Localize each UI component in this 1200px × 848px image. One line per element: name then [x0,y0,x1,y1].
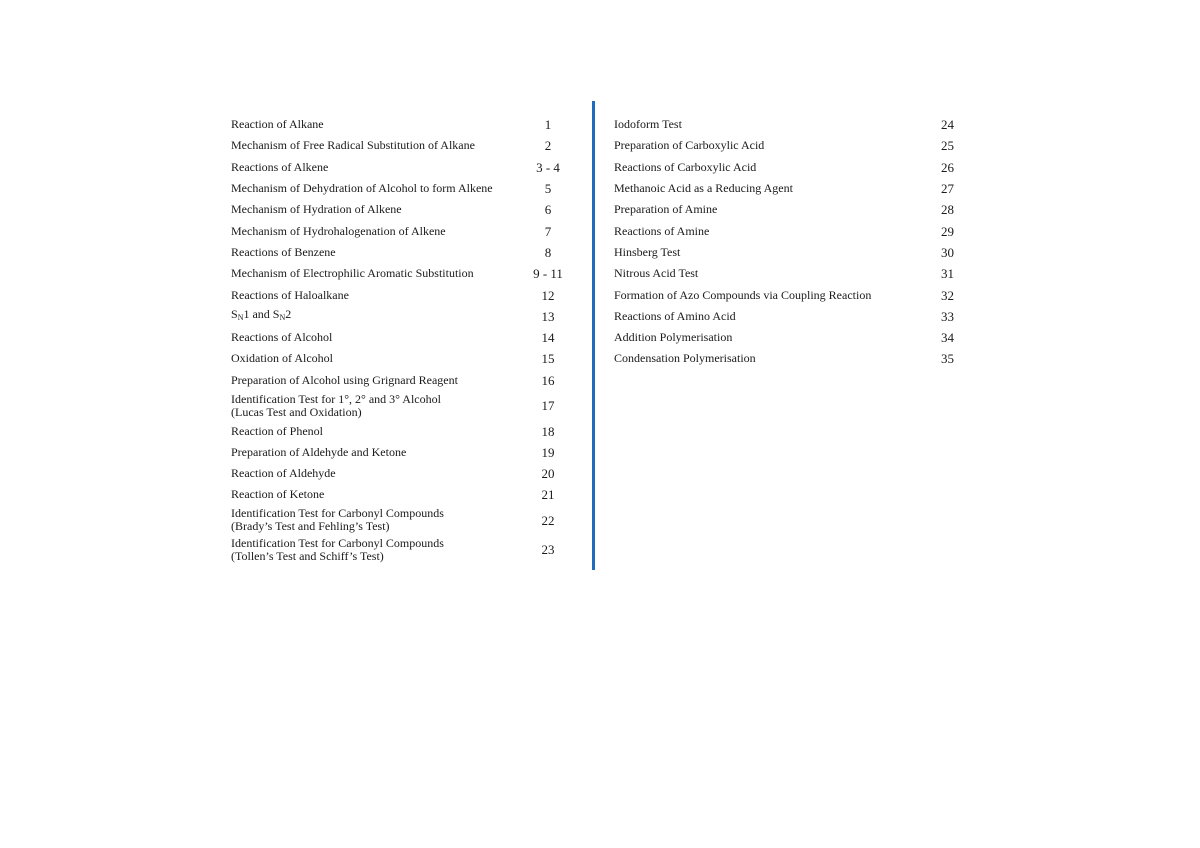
toc-entry-page: 3 - 4 [536,159,560,175]
toc-entry[interactable] [231,242,577,263]
toc-entry[interactable] [231,114,577,135]
toc-entry[interactable] [231,306,577,327]
toc-entry[interactable] [231,348,577,369]
toc-entry[interactable] [231,391,577,421]
toc-entry-title: Identification Test for Carbonyl Compounds (Brady’s Test and Fehling’s Test) [231,506,444,534]
toc-entry-page: 2 [544,138,552,154]
toc-entry[interactable] [614,114,954,135]
toc-entry[interactable] [231,420,577,441]
toc-entry-page: 22 [541,512,555,528]
toc-entry[interactable] [231,199,577,220]
toc-entry-page: 6 [544,202,552,218]
toc-entry[interactable] [614,348,954,369]
sn-letter-s: S [231,307,238,322]
toc-entry-title: Preparation of Aldehyde and Ketone [231,444,407,459]
sn-text-middle: 1 and S [243,307,280,322]
toc-entry-title: Reaction of Phenol [231,423,323,438]
toc-entry-title: Mechanism of Electrophilic Aromatic Substitution [231,266,474,281]
toc-entry[interactable] [231,220,577,241]
toc-entry-page: 28 [941,202,954,218]
toc-entry[interactable] [231,484,577,505]
toc-entry-page: 27 [941,181,954,197]
toc-entry-title: Identification Test for 1°, 2° and 3° Alcohol (Lucas Test and Oxidation) [231,391,441,419]
toc-entry-title [231,308,519,324]
table-of-contents [231,114,961,565]
sn-subscript: N [279,313,286,323]
toc-entry[interactable] [231,157,577,178]
toc-entry-page: 17 [541,398,555,414]
toc-entry-page: 32 [941,287,954,303]
toc-entry-title: Mechanism of Hydration of Alkene [231,202,402,217]
toc-entry-page: 13 [541,308,555,324]
toc-entry-title: Reactions of Alkene [231,159,329,174]
sn-subscript: N [237,313,244,323]
toc-entry[interactable] [614,199,954,220]
toc-entry[interactable] [231,463,577,484]
toc-entry[interactable] [614,242,954,263]
toc-entry-title: Condensation Polymerisation [614,351,756,366]
toc-entry-title: Addition Polymerisation [614,330,733,345]
toc-entry[interactable] [614,284,954,305]
toc-entry[interactable] [614,263,954,284]
toc-entry-page: 15 [541,351,555,367]
toc-entry-page: 18 [541,423,555,439]
toc-entry-page: 20 [541,466,555,482]
toc-entry[interactable] [231,135,577,156]
toc-entry-page: 19 [541,444,555,460]
toc-entry-page: 34 [941,330,954,346]
toc-entry-title: Reactions of Benzene [231,244,336,259]
toc-entry-title: Iodoform Test [614,117,682,132]
toc-entry[interactable] [614,135,954,156]
toc-entry[interactable] [231,284,577,305]
toc-entry-page: 35 [941,351,954,367]
toc-entry[interactable] [614,178,954,199]
toc-entry-title: Formation of Azo Compounds via Coupling Reaction [614,287,872,302]
toc-entry-page: 26 [941,159,954,175]
sn-text-end: 2 [285,307,292,322]
toc-entry-title: Reactions of Haloalkane [231,287,349,302]
toc-entry-title: Preparation of Amine [614,202,718,217]
toc-entry-page: 30 [941,244,954,260]
toc-entry[interactable] [614,220,954,241]
toc-entry[interactable] [614,306,954,327]
toc-entry-page: 33 [941,308,954,324]
toc-entry[interactable] [614,157,954,178]
toc-entry-page: 9 - 11 [533,266,563,282]
toc-entry-title: Reactions of Carboxylic Acid [614,159,757,174]
toc-entry-title: Oxidation of Alcohol [231,351,333,366]
toc-entry-title: Reaction of Ketone [231,487,325,502]
toc-entry-title: Reactions of Amine [614,223,710,238]
toc-entry-page: 12 [541,287,555,303]
toc-entry-title: Reactions of Amino Acid [614,308,736,323]
toc-entry-page: 14 [541,330,555,346]
toc-entry[interactable] [231,370,577,391]
toc-entry-title: Methanoic Acid as a Reducing Agent [614,181,793,196]
toc-entry-page: 5 [544,181,552,197]
toc-entry-title: Mechanism of Free Radical Substitution of Alkane [231,138,475,153]
toc-entry[interactable] [231,327,577,348]
toc-entry-title: Hinsberg Test [614,244,681,259]
toc-entry-page: 24 [941,117,954,133]
toc-entry-page: 1 [544,117,552,133]
toc-entry-title: Preparation of Carboxylic Acid [614,138,765,153]
toc-entry-title: Mechanism of Hydrohalogenation of Alkene [231,223,446,238]
toc-entry-title: Nitrous Acid Test [614,266,699,281]
toc-entry-page: 8 [544,244,552,260]
toc-entry[interactable] [231,535,577,565]
toc-entry-title: Identification Test for Carbonyl Compounds (Tollen’s Test and Schiff’s Test) [231,535,444,563]
toc-entry[interactable] [231,178,577,199]
toc-entry-title: Preparation of Alcohol using Grignard Reagent [231,372,458,387]
toc-entry-title: Mechanism of Dehydration of Alcohol to form Alkene [231,181,493,196]
toc-right-column [614,114,954,565]
toc-entry-title: Reaction of Alkane [231,117,324,132]
toc-left-column [231,114,577,565]
toc-entry-page: 29 [941,223,954,239]
toc-entry-title: Reaction of Aldehyde [231,466,336,481]
toc-entry-page: 31 [941,266,954,282]
toc-entry[interactable] [231,442,577,463]
toc-entry-page: 25 [941,138,954,154]
toc-entry-page: 23 [541,542,555,558]
toc-entry-page: 21 [541,487,555,503]
toc-entry-page: 16 [541,372,555,388]
toc-entry[interactable] [614,327,954,348]
toc-entry-title: Reactions of Alcohol [231,330,333,345]
toc-entry[interactable] [231,263,577,284]
toc-entry[interactable] [231,506,577,536]
toc-entry-page: 7 [544,223,552,239]
